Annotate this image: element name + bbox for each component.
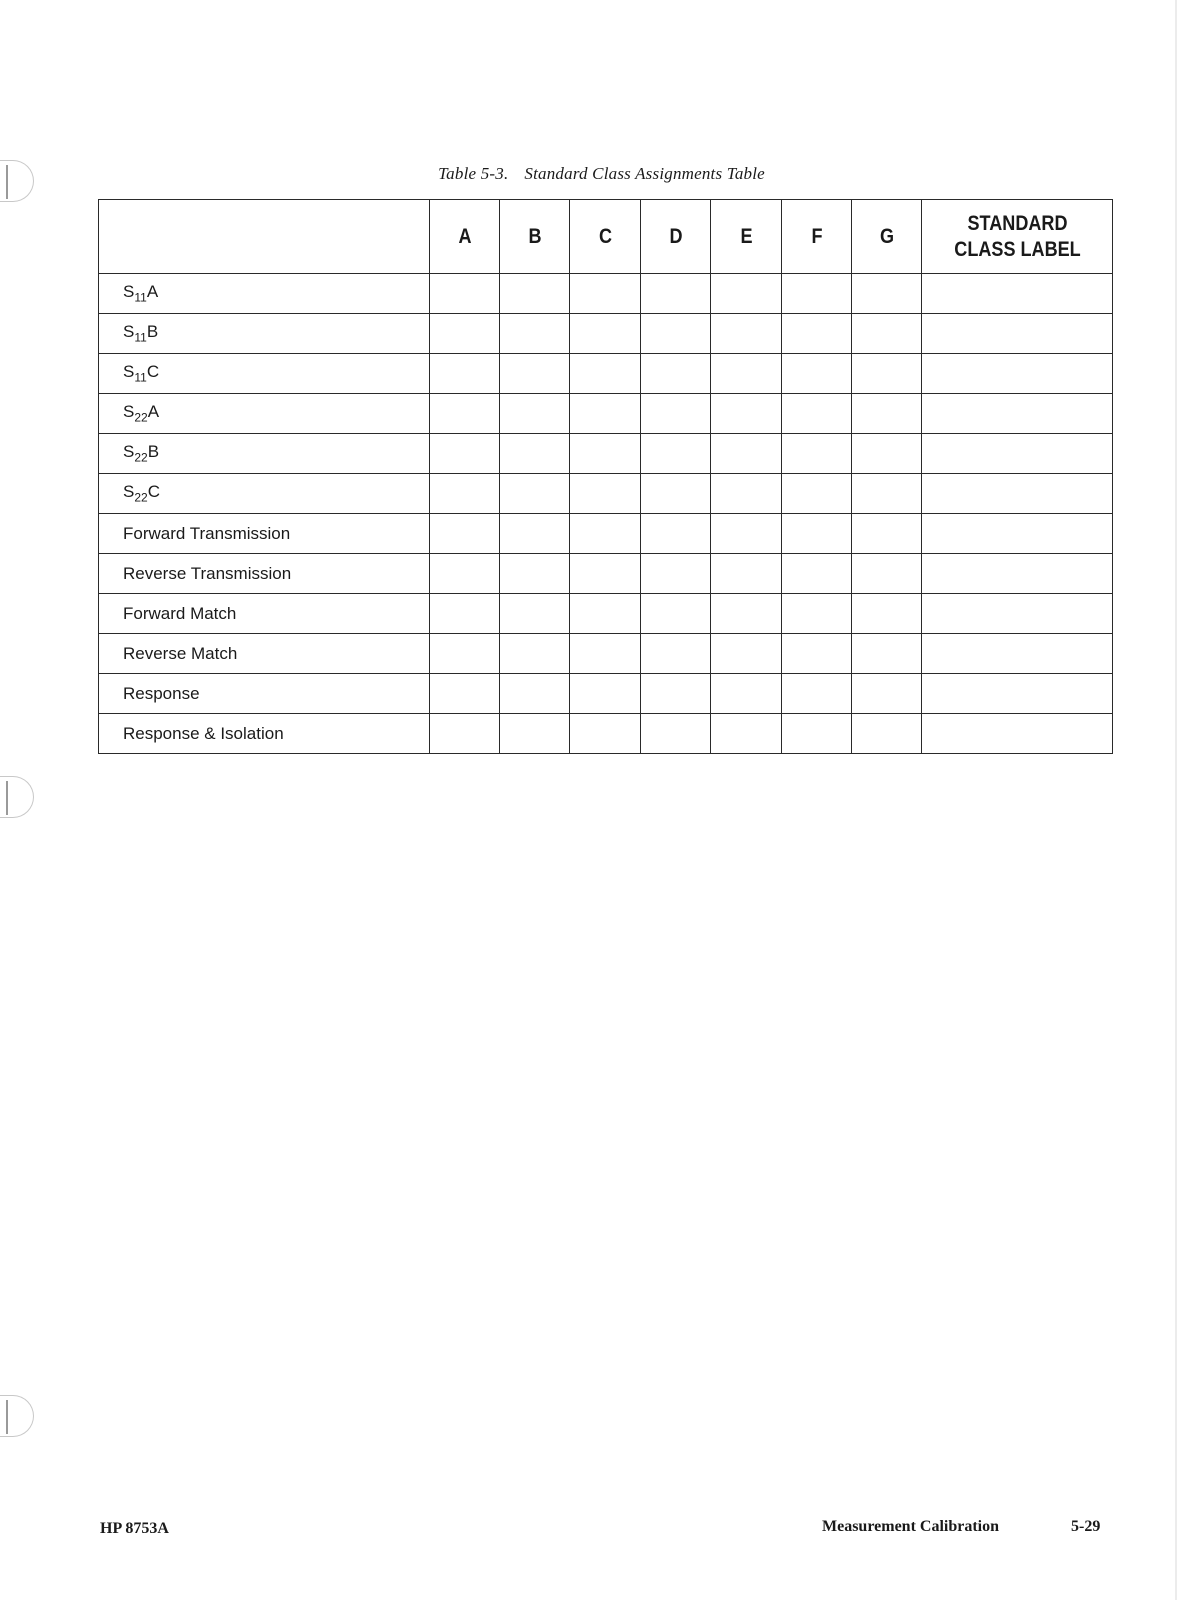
- class-cell-g[interactable]: [852, 434, 922, 474]
- table-row: [99, 594, 1113, 634]
- class-cell-a[interactable]: [430, 554, 500, 594]
- row-label: [99, 554, 430, 594]
- class-cell-d[interactable]: [641, 314, 711, 354]
- class-cell-a[interactable]: [430, 634, 500, 674]
- row-label-subscript: 11: [134, 330, 147, 345]
- table-row: [99, 394, 1113, 434]
- class-cell-c[interactable]: [570, 474, 641, 514]
- row-label-text: S: [123, 322, 135, 342]
- table-title: Standard Class Assignments Table: [524, 164, 765, 183]
- class-cell-e[interactable]: [711, 554, 782, 594]
- class-cell-c[interactable]: [570, 634, 641, 674]
- standard-class-label-cell[interactable]: [922, 714, 1113, 754]
- class-cell-f[interactable]: [782, 434, 852, 474]
- page-edge: [1175, 0, 1177, 1600]
- class-cell-d[interactable]: [641, 514, 711, 554]
- class-cell-e[interactable]: [711, 274, 782, 314]
- class-cell-c[interactable]: [570, 714, 641, 754]
- class-cell-c[interactable]: [570, 314, 641, 354]
- row-label-text: S: [123, 362, 135, 382]
- class-cell-e[interactable]: [711, 474, 782, 514]
- column-header-e: E: [715, 200, 776, 274]
- class-cell-c[interactable]: [570, 394, 641, 434]
- class-cell-f[interactable]: [782, 274, 852, 314]
- class-cell-f[interactable]: [782, 714, 852, 754]
- class-cell-b[interactable]: [500, 594, 570, 634]
- class-cell-a[interactable]: [430, 274, 500, 314]
- row-label-subscript: 22: [134, 410, 148, 425]
- class-cell-g[interactable]: [852, 554, 922, 594]
- class-cell-c[interactable]: [570, 514, 641, 554]
- row-label: [99, 274, 430, 314]
- row-label-suffix: C: [146, 362, 160, 382]
- row-label-suffix: C: [147, 482, 160, 502]
- column-header-a: A: [434, 200, 494, 274]
- row-label-suffix: A: [147, 402, 160, 422]
- class-cell-b[interactable]: [500, 634, 570, 674]
- class-cell-f[interactable]: [782, 474, 852, 514]
- row-label: [99, 434, 430, 474]
- table-row: [99, 474, 1113, 514]
- class-cell-g[interactable]: [852, 594, 922, 634]
- class-cell-g[interactable]: [852, 674, 922, 714]
- row-label-text: S: [123, 402, 135, 422]
- row-label-suffix: A: [146, 282, 159, 302]
- footer-model: HP 8753A: [100, 1520, 169, 1537]
- class-cell-b[interactable]: [500, 314, 570, 354]
- row-label-text: Response: [123, 683, 200, 703]
- row-label: [99, 514, 430, 554]
- table-row: [99, 314, 1113, 354]
- column-header-c: C: [574, 200, 635, 274]
- column-header-d: D: [645, 200, 705, 274]
- row-label-text: S: [123, 482, 135, 502]
- table-row: [99, 674, 1113, 714]
- table-row: [99, 274, 1113, 314]
- class-cell-b[interactable]: [500, 554, 570, 594]
- class-cell-d[interactable]: [641, 274, 711, 314]
- class-cell-g[interactable]: [852, 474, 922, 514]
- footer-page-number: 5-29: [1071, 1518, 1101, 1535]
- table-number: Table 5-3.: [438, 164, 509, 183]
- binder-hole-middle: [0, 776, 34, 818]
- table-row: [99, 634, 1113, 674]
- class-cell-e[interactable]: [711, 394, 782, 434]
- class-cell-e[interactable]: [711, 594, 782, 634]
- class-cell-d[interactable]: [641, 634, 711, 674]
- class-cell-f[interactable]: [782, 314, 852, 354]
- class-cell-e[interactable]: [711, 434, 782, 474]
- row-label: [99, 474, 430, 514]
- row-label-text: S: [123, 282, 135, 302]
- class-cell-a[interactable]: [430, 674, 500, 714]
- class-cell-a[interactable]: [430, 594, 500, 634]
- row-label-text: S: [123, 442, 135, 462]
- class-cell-b[interactable]: [500, 714, 570, 754]
- row-label: [99, 394, 430, 434]
- row-label-text: Response & Isolation: [123, 723, 284, 743]
- class-cell-a[interactable]: [430, 354, 500, 394]
- row-label-text: Reverse Match: [123, 643, 238, 663]
- class-cell-d[interactable]: [641, 554, 711, 594]
- class-cell-g[interactable]: [852, 314, 922, 354]
- class-cell-e[interactable]: [711, 514, 782, 554]
- row-label-suffix: B: [146, 322, 159, 342]
- class-cell-a[interactable]: [430, 714, 500, 754]
- class-cell-b[interactable]: [500, 514, 570, 554]
- table-row: [99, 554, 1113, 594]
- standard-class-label-cell[interactable]: [922, 674, 1113, 714]
- class-cell-c[interactable]: [570, 274, 641, 314]
- binder-hole-bottom: [0, 1395, 34, 1437]
- row-label-subscript: 11: [134, 370, 147, 385]
- footer-section-title: Measurement Calibration: [822, 1518, 1000, 1535]
- row-label-subscript: 11: [134, 290, 147, 305]
- row-label-suffix: B: [147, 442, 160, 462]
- class-cell-a[interactable]: [430, 514, 500, 554]
- class-cell-a[interactable]: [430, 434, 500, 474]
- standard-class-label-cell[interactable]: [922, 554, 1113, 594]
- row-label: [99, 594, 430, 634]
- class-cell-g[interactable]: [852, 714, 922, 754]
- standard-class-assignments-table: [98, 199, 1113, 754]
- standard-class-label-cell[interactable]: [922, 634, 1113, 674]
- class-cell-d[interactable]: [641, 594, 711, 634]
- standard-class-label-cell[interactable]: [922, 514, 1113, 554]
- class-cell-d[interactable]: [641, 354, 711, 394]
- class-cell-g[interactable]: [852, 634, 922, 674]
- row-label: [99, 714, 430, 754]
- class-cell-g[interactable]: [852, 274, 922, 314]
- row-label-text: Reverse Transmission: [123, 563, 292, 583]
- class-cell-c[interactable]: [570, 354, 641, 394]
- class-cell-f[interactable]: [782, 594, 852, 634]
- class-cell-b[interactable]: [500, 394, 570, 434]
- class-cell-f[interactable]: [782, 394, 852, 434]
- class-cell-b[interactable]: [500, 474, 570, 514]
- class-cell-d[interactable]: [641, 674, 711, 714]
- table-row: [99, 354, 1113, 394]
- class-cell-b[interactable]: [500, 354, 570, 394]
- standard-class-label-cell[interactable]: [922, 354, 1113, 394]
- class-cell-a[interactable]: [430, 394, 500, 434]
- standard-class-label-cell[interactable]: [922, 314, 1113, 354]
- row-label: [99, 354, 430, 394]
- column-header-g: G: [856, 200, 916, 274]
- class-cell-e[interactable]: [711, 674, 782, 714]
- class-cell-e[interactable]: [711, 714, 782, 754]
- class-cell-e[interactable]: [711, 354, 782, 394]
- row-label-subscript: 22: [134, 490, 148, 505]
- class-cell-a[interactable]: [430, 474, 500, 514]
- column-header-standard-class-label: STANDARD CLASS LABEL: [935, 200, 1099, 274]
- row-label-subscript: 22: [134, 450, 148, 465]
- row-label: [99, 634, 430, 674]
- row-label-text: Forward Transmission: [123, 523, 291, 543]
- column-header-f: F: [786, 200, 846, 274]
- header-row: [99, 200, 1113, 274]
- class-cell-d[interactable]: [641, 394, 711, 434]
- standard-class-label-cell[interactable]: [922, 274, 1113, 314]
- class-cell-f[interactable]: [782, 674, 852, 714]
- class-cell-b[interactable]: [500, 274, 570, 314]
- standard-class-label-cell[interactable]: [922, 594, 1113, 634]
- class-cell-e[interactable]: [711, 314, 782, 354]
- class-cell-d[interactable]: [641, 434, 711, 474]
- class-cell-c[interactable]: [570, 434, 641, 474]
- row-label: [99, 314, 430, 354]
- class-cell-b[interactable]: [500, 434, 570, 474]
- class-cell-f[interactable]: [782, 354, 852, 394]
- header-blank-cell: [99, 200, 430, 274]
- class-cell-g[interactable]: [852, 354, 922, 394]
- class-cell-f[interactable]: [782, 634, 852, 674]
- class-cell-b[interactable]: [500, 674, 570, 714]
- table-caption: [0, 164, 1203, 184]
- class-cell-f[interactable]: [782, 514, 852, 554]
- row-label: [99, 674, 430, 714]
- standard-class-label-cell[interactable]: [922, 434, 1113, 474]
- class-cell-e[interactable]: [711, 634, 782, 674]
- class-cell-d[interactable]: [641, 474, 711, 514]
- class-cell-g[interactable]: [852, 394, 922, 434]
- standard-class-label-cell[interactable]: [922, 394, 1113, 434]
- class-cell-c[interactable]: [570, 594, 641, 634]
- class-cell-c[interactable]: [570, 674, 641, 714]
- table-row: [99, 714, 1113, 754]
- standard-class-label-cell[interactable]: [922, 474, 1113, 514]
- table-row: [99, 514, 1113, 554]
- class-cell-c[interactable]: [570, 554, 641, 594]
- table-row: [99, 434, 1113, 474]
- row-label-text: Forward Match: [123, 603, 237, 623]
- class-cell-d[interactable]: [641, 714, 711, 754]
- class-cell-a[interactable]: [430, 314, 500, 354]
- class-cell-f[interactable]: [782, 554, 852, 594]
- class-cell-g[interactable]: [852, 514, 922, 554]
- column-header-b: B: [504, 200, 564, 274]
